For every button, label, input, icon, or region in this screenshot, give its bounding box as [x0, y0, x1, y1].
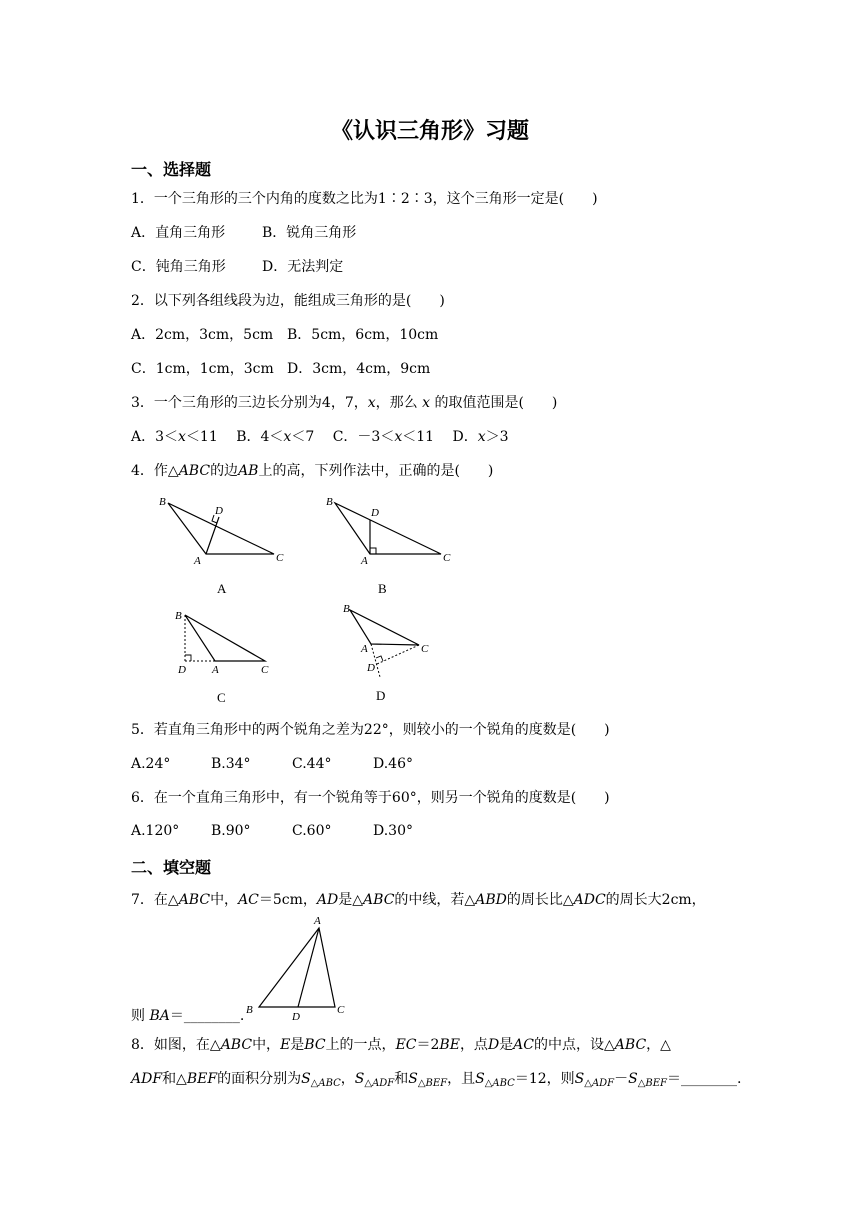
- svg-text:B: B: [159, 496, 166, 508]
- figure-option-d: [335, 600, 455, 705]
- question-2-stem: 2．以下列各组线段为边，能组成三角形的是( ): [131, 293, 445, 309]
- svg-text:D: D: [367, 662, 375, 674]
- question-1-option-a: A．直角三角形: [131, 225, 226, 241]
- question-5-stem: 5．若直角三角形中的两个锐角之差为22°，则较小的一个锐角的度数是( ): [131, 722, 610, 738]
- question-1-option-c: C．钝角三角形: [131, 259, 226, 275]
- svg-text:A: A: [361, 643, 368, 655]
- question-2-option-d: D．3cm，4cm，9cm: [287, 361, 431, 377]
- question-6-stem: 6．在一个直角三角形中，有一个锐角等于60°，则另一个锐角的度数是( ): [131, 790, 610, 806]
- section-heading-choice: 一、选择题: [131, 160, 212, 179]
- svg-text:C: C: [443, 552, 451, 564]
- question-1-stem: 1．一个三角形的三个内角的度数之比为1∶2∶3，这个三角形一定是( ): [131, 191, 598, 207]
- svg-text:C: C: [276, 552, 284, 564]
- question-2-option-b: B．5cm，6cm，10cm: [287, 327, 439, 343]
- svg-text:B: B: [378, 581, 387, 596]
- question-2-option-c: C．1cm，1cm，3cm: [131, 361, 274, 377]
- question-6-option-d: D.30°: [373, 823, 413, 839]
- figure-option-b: [317, 490, 467, 600]
- svg-text:D: D: [178, 664, 186, 676]
- question-2-option-a: A．2cm，3cm，5cm: [131, 327, 274, 343]
- question-7-stem: 7．在△ABC中，AC＝5cm，AD是△ABC的中线，若△ABD的周长比△ADC的周长大2cm，: [131, 892, 706, 908]
- question-3-option-a: A．3＜x＜11: [131, 429, 218, 445]
- question-5-option-c: C.44°: [292, 756, 332, 772]
- svg-text:A: A: [217, 581, 227, 596]
- question-5-option-a: A.24°: [131, 756, 171, 772]
- svg-text:D: D: [215, 505, 223, 517]
- svg-text:A: A: [194, 555, 201, 567]
- question-4-stem: 4．作△ABC的边AB上的高，下列作法中，正确的是( ): [131, 463, 494, 479]
- question-6-option-c: C.60°: [292, 823, 332, 839]
- svg-text:B: B: [343, 603, 350, 615]
- question-1-option-b: B．锐角三角形: [262, 225, 357, 241]
- svg-text:D: D: [376, 688, 386, 703]
- answer-blank: ＝________.: [169, 1008, 245, 1024]
- question-6-option-b: B.90°: [211, 823, 251, 839]
- svg-text:B: B: [246, 1004, 253, 1016]
- question-5-option-d: D.46°: [373, 756, 413, 772]
- question-8-stem-line-1: 8．如图，在△ABC中，E是BC上的一点，EC＝2BE，点D是AC的中点，设△ABC，△: [131, 1037, 671, 1053]
- svg-text:C: C: [261, 664, 269, 676]
- figure-option-a: [150, 490, 300, 600]
- page-title: 《认识三角形》习题: [330, 119, 529, 144]
- question-3-stem: 3．一个三角形的三边长分别为4，7，x，那么 x 的取值范围是( ): [131, 395, 558, 411]
- svg-text:B: B: [326, 496, 333, 508]
- figure-question-7: [240, 912, 360, 1024]
- section-heading-fill: 二、填空题: [131, 858, 212, 877]
- svg-text:D: D: [292, 1011, 300, 1023]
- question-5-option-b: B.34°: [211, 756, 251, 772]
- question-3-options: [131, 427, 509, 447]
- figure-option-c: [170, 605, 290, 710]
- question-3-option-b: B．4＜x＜7: [236, 429, 315, 445]
- svg-text:C: C: [421, 643, 429, 655]
- answer-blank: ＝________.: [667, 1071, 742, 1087]
- svg-text:C: C: [337, 1004, 345, 1016]
- question-3-option-d: D．x＞3: [452, 429, 509, 445]
- svg-text:A: A: [212, 664, 219, 676]
- svg-text:D: D: [371, 507, 379, 519]
- svg-text:A: A: [361, 555, 368, 567]
- svg-text:B: B: [175, 610, 182, 622]
- question-1-option-d: D．无法判定: [262, 259, 344, 275]
- svg-text:C: C: [217, 690, 226, 705]
- question-3-option-c: C．－3＜x＜11: [332, 429, 435, 445]
- question-6-option-a: A.120°: [131, 823, 180, 839]
- svg-text:A: A: [314, 915, 321, 927]
- question-8-stem-line-2: ADF和△BEF的面积分别为$S_{\triangle ABC}$，$S_{\triangle ADF}$和$S_{\triangle BEF}$，且$S_{\triangle ABC}=12$，则$S_{\triangle ADF}-S_{\triangle BEF}=\_\_\_\_\_\_\_\_$.: [131, 1071, 742, 1089]
- question-7-answer: 则 BA＝________.: [131, 1008, 245, 1024]
